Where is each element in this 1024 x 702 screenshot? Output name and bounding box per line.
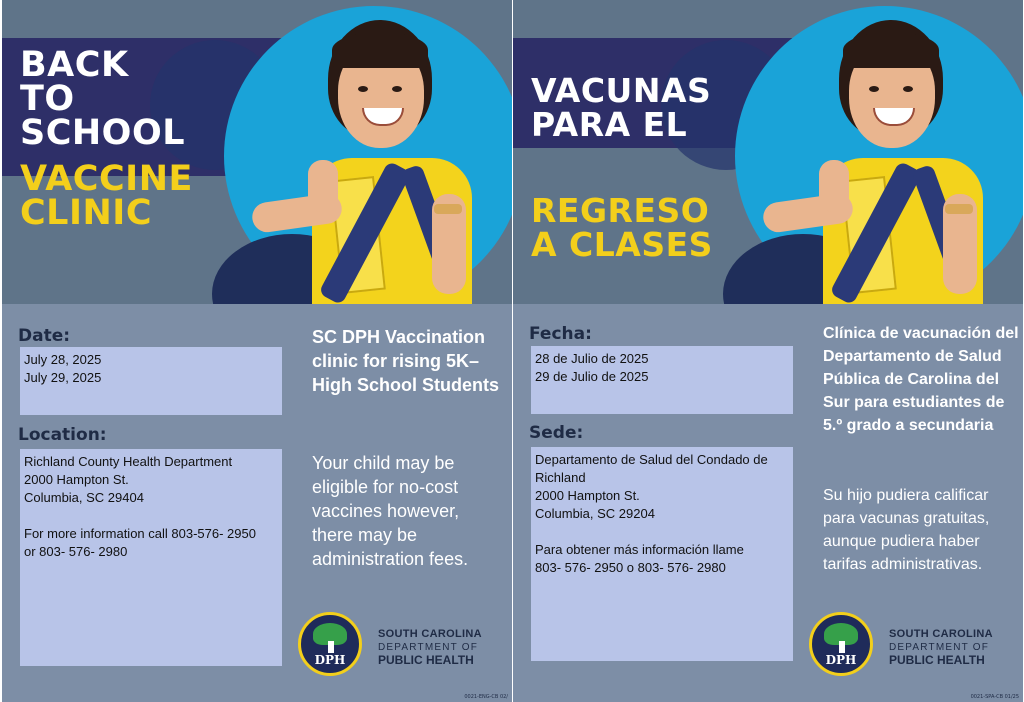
headline-line: SCHOOL [20, 113, 185, 153]
info-line: For more information call 803-576- 2950 [24, 526, 256, 541]
location-line: Departamento de Salud del Condado de Richland [535, 452, 768, 485]
headline-line: A CLASES [531, 225, 713, 264]
dph-seal-icon: DPH [809, 612, 873, 676]
student-photo [763, 18, 1003, 304]
eligibility-text: Su hijo pudiera calificar para vacunas gratuitas, aunque pudiera haber tarifas administrativas. [823, 487, 990, 573]
clinic-title: SC DPH Vaccination clinic for rising 5K–High School Students [312, 327, 499, 395]
date-line: July 28, 2025 [24, 352, 102, 367]
date-line: 28 de Julio de 2025 [535, 351, 649, 366]
form-code: 0021-SPA-CB 01/25 [970, 694, 1019, 700]
headline-line: TO [20, 79, 75, 119]
headline-line: CLINIC [20, 193, 153, 233]
flyer-english [2, 0, 512, 702]
form-code: 0021-ENG-CB 02/ [464, 694, 508, 700]
info-line: or 803- 576- 2980 [24, 544, 128, 559]
location-line: Columbia, SC 29204 [535, 506, 655, 521]
dph-logo-text: SOUTH CAROLINA DEPARTMENT OF PUBLIC HEALTH [889, 628, 993, 667]
headline-line: BACK [20, 45, 129, 85]
headline-line: REGRESO [531, 191, 710, 230]
headline [20, 45, 193, 233]
headline-line: VACCINE [20, 159, 193, 199]
location-label: Location: [18, 425, 107, 445]
hero-banner [513, 0, 1023, 304]
headline [531, 71, 713, 264]
location-line: Richland County Health Department [24, 454, 233, 469]
location-box [20, 449, 282, 666]
dph-logo [298, 612, 498, 684]
date-line: 29 de Julio de 2025 [535, 369, 649, 384]
date-label: Fecha: [529, 324, 592, 344]
headline-line: VACUNAS [531, 71, 712, 110]
info-line: 803- 576- 2950 o 803- 576- 2980 [535, 560, 726, 575]
clinic-title: Clínica de vacunación del Departamento de Salud Pública de Carolina del Sur para estudiantes de 5.º grado a secundaria [823, 325, 1019, 434]
date-box [20, 347, 282, 415]
location-box [531, 447, 793, 661]
date-box [531, 346, 793, 414]
date-line: July 29, 2025 [24, 370, 102, 385]
dph-logo-text: SOUTH CAROLINA DEPARTMENT OF PUBLIC HEALTH [378, 628, 482, 667]
dph-seal-icon: DPH [298, 612, 362, 676]
dph-logo [809, 612, 1009, 684]
flyer-spanish [513, 0, 1023, 702]
location-line: 2000 Hampton St. [24, 472, 129, 487]
info-line: Para obtener más información llame [535, 542, 744, 557]
headline-line: PARA EL [531, 105, 688, 144]
hero-banner [2, 0, 512, 304]
location-label: Sede: [529, 423, 584, 443]
date-label: Date: [18, 326, 71, 346]
eligibility-text: Your child may be eligible for no-cost vaccines however, there may be administration fees. [312, 453, 469, 569]
location-line: Columbia, SC 29404 [24, 490, 144, 505]
location-line: 2000 Hampton St. [535, 488, 640, 503]
student-photo [252, 18, 492, 304]
